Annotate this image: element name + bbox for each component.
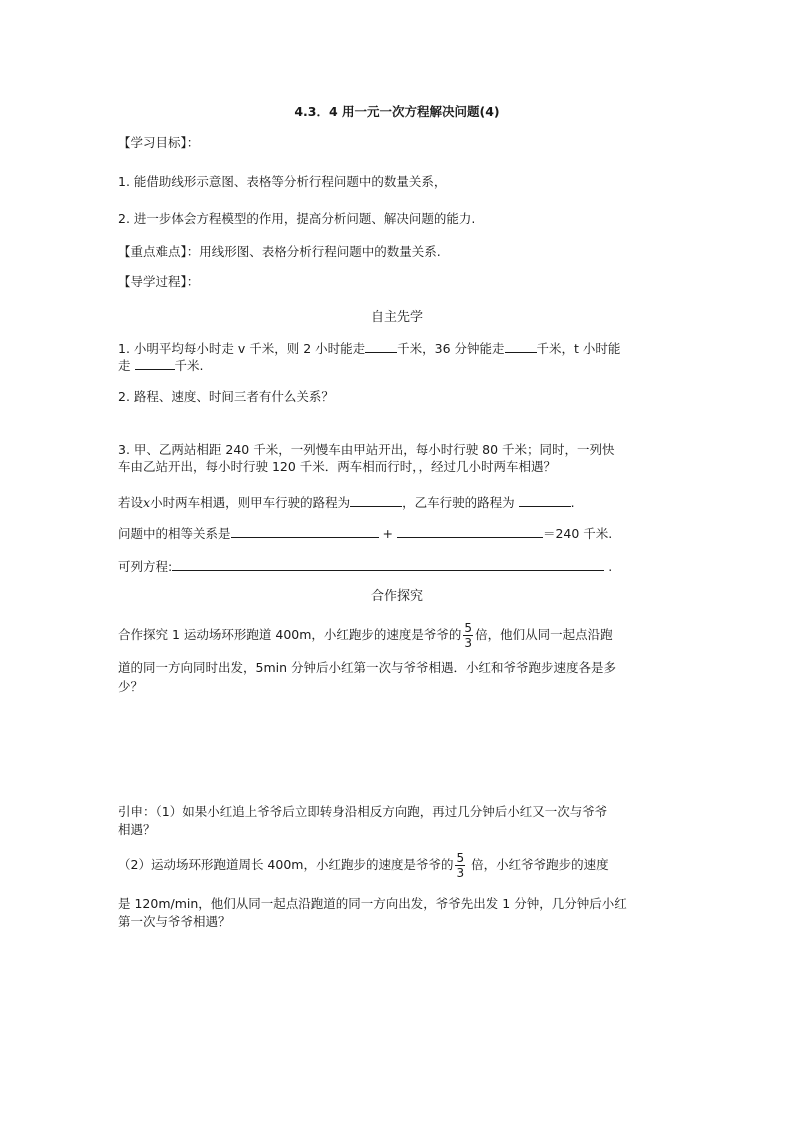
section-self-study: 自主先学 — [370, 310, 423, 325]
q3-eq-b: ＝240 千米. — [542, 526, 613, 541]
q3-equation-b: . — [608, 559, 613, 574]
goal-2: 2. 进一步体会方程模型的作用，提高分析问题、解决问题的能力. — [118, 211, 476, 226]
fraction-denominator: 3 — [456, 866, 465, 880]
q1-blank-2[interactable] — [505, 338, 537, 353]
question-3-equality — [118, 523, 612, 543]
q1-text-b: 千米，36 分钟能走 — [397, 341, 505, 356]
ext-text-a: （2）运动场环形跑道周长 400m，小红跑步的速度是爷爷的 — [118, 857, 454, 872]
q1-text-c: 千米，t 小时能 — [536, 341, 621, 356]
variable-x: x — [143, 495, 151, 510]
question-2: 2. 路程、速度、时间三者有什么关系？ — [118, 389, 334, 404]
q3-blank-eq-2[interactable] — [397, 523, 543, 538]
q1-text-a: 1. 小明平均每小时走 v 千米，则 2 小时能走 — [118, 341, 366, 356]
q3-eq-plus: + — [382, 526, 393, 541]
goals-heading: 【学习目标】： — [118, 135, 200, 150]
coop-line-1 — [118, 620, 613, 650]
fraction-numerator: 5 — [456, 851, 465, 865]
q3-set-c: ，乙车行驶的路程为 — [402, 495, 515, 510]
fraction-five-thirds — [463, 621, 473, 650]
extension-1-line-2: 相遇？ — [118, 822, 156, 837]
coop-line-2: 道的同一方向同时出发，5min 分钟后小红第一次与爷爷相遇．小红和爷爷跑步速度各是多 — [118, 660, 616, 675]
q1-blank-1[interactable] — [365, 338, 397, 353]
question-3-line-2: 车由乙站开出，每小时行驶 120 千米．两车相而行时，，经过几小时两车相遇？ — [118, 459, 557, 474]
q3-blank-car-a[interactable] — [350, 492, 402, 507]
fraction-five-thirds-2 — [455, 851, 465, 880]
q3-blank-equation[interactable] — [172, 556, 604, 571]
question-3-equation — [118, 556, 612, 576]
coop-text-b: 倍，他们从同一起点沿跑 — [475, 627, 613, 642]
q3-eq-a: 问题中的相等关系是 — [118, 526, 231, 541]
page-title: 4.3．4 用一元一次方程解决问题(4) — [294, 104, 500, 119]
fraction-denominator: 3 — [464, 636, 473, 650]
ext-text-b: 倍，小红爷爷跑步的速度 — [471, 857, 609, 872]
process-heading: 【导学过程】： — [118, 274, 200, 289]
question-3-line-1: 3. 甲、乙两站相距 240 千米，一列慢车由甲站开出，每小时行驶 80 千米；同时，一列快 — [118, 442, 615, 457]
q3-set-b: 小时两车相遇，则甲车行驶的路程为 — [150, 495, 351, 510]
key-points: 【重点难点】：用线形图、表格分析行程问题中的数量关系. — [118, 244, 441, 259]
extension-2-line-2: 是 120m/min，他们从同一起点沿跑道的同一方向出发，爷爷先出发 1 分钟，几分钟后小红 — [118, 896, 627, 911]
q3-blank-eq-1[interactable] — [231, 523, 379, 538]
q1-blank-3[interactable] — [135, 355, 175, 370]
goal-1: 1. 能借助线形示意图、表格等分析行程问题中的数量关系， — [118, 174, 447, 189]
q1-text-d: 走 — [118, 358, 131, 373]
q3-equation-a: 可列方程: — [118, 559, 173, 574]
fraction-numerator: 5 — [464, 621, 473, 635]
coop-line-3: 少？ — [118, 679, 144, 694]
q3-blank-car-b[interactable] — [519, 492, 571, 507]
section-cooperative: 合作探究 — [370, 589, 423, 604]
question-1-line-2 — [118, 355, 203, 375]
q3-set-a: 若设 — [118, 495, 144, 510]
q3-set-d: . — [570, 495, 575, 510]
coop-text-a: 合作探究 1 运动场环形跑道 400m，小红跑步的速度是爷爷的 — [118, 627, 462, 642]
extension-2-line-1 — [118, 850, 609, 880]
extension-1-line-1: 引申：（1）如果小红追上爷爷后立即转身沿相反方向跑，再过几分钟后小红又一次与爷爷 — [118, 804, 608, 819]
q1-text-e: 千米. — [174, 358, 204, 373]
question-3-setup — [118, 492, 575, 512]
extension-2-line-3: 第一次与爷爷相遇？ — [118, 914, 231, 929]
